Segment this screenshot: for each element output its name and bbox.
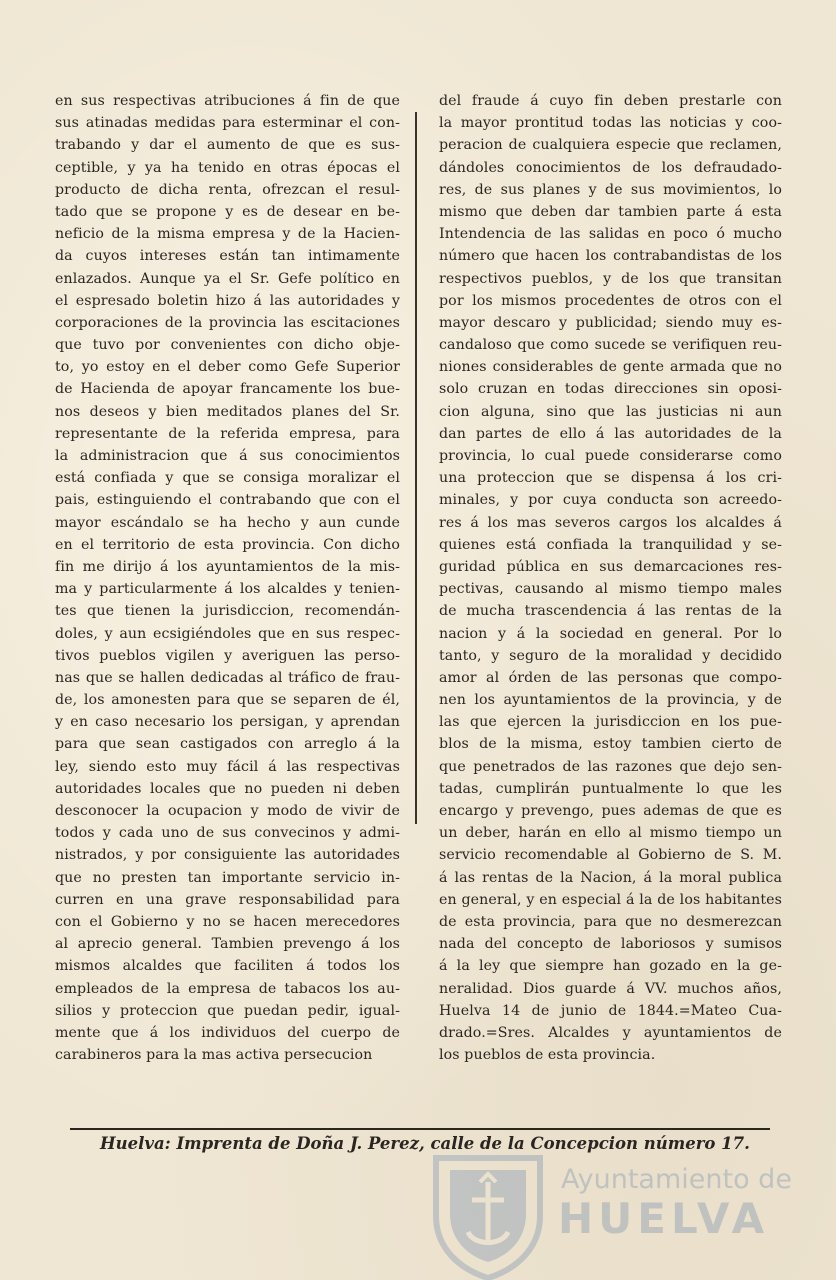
left-column-line: fin me dirijo á los ayuntamientos de la mis- [55,558,400,575]
right-column-line: tadas, cumplirán puntualmente lo que les [439,780,782,797]
right-column-line: peracion de cualquiera especie que reclamen, [439,137,782,154]
right-column-line: dándoles conocimientos de los defraudado- [439,159,782,176]
left-column-line: el espresado boletin hizo á las autoridades y [55,292,400,309]
left-column-line: neficio de la misma empresa y de la Hacien- [55,226,400,243]
left-column-line: trabando y dar el aumento de que es sus- [55,137,400,154]
left-column-line: representante de la referida empresa, para [55,425,400,442]
right-column-line: por los mismos procedentes de otros con el [439,292,782,309]
right-column-line: las que ejercen la jurisdiccion en los pue- [439,714,782,731]
left-column-line: para que sean castigados con arreglo á la [55,736,400,753]
right-column-line: tanto, y seguro de la moralidad y decidido [439,647,782,664]
watermark-line-1: Ayuntamiento de [561,1164,792,1195]
left-column-line: todos y cada uno de sus convecinos y admi- [55,825,400,842]
left-column-line: sus atinadas medidas para esterminar el con- [55,115,400,132]
right-column-line: amor al órden de las personas que compo- [439,669,782,686]
left-column-line: da cuyos intereses están tan intimamente [55,248,400,265]
left-column-line: al aprecio general. Tambien prevengo á los [55,936,400,953]
left-column-line: que no presten tan importante servicio in- [55,869,400,886]
right-column-line: á las rentas de la Nacion, á la moral publica [439,869,782,886]
left-column-line: to, yo estoy en el deber como Gefe Superior [55,359,400,376]
left-column-line: que tuvo por convenientes con dicho obje- [55,337,400,354]
right-column-line: Huelva 14 de junio de 1844.=Mateo Cua- [439,1002,782,1019]
left-column-line: mente que á los individuos del cuerpo de [55,1024,400,1041]
left-column-line: en el territorio de esta provincia. Con dicho [55,536,400,553]
left-column-line: empleados de la empresa de tabacos los au- [55,980,400,997]
right-column-line: drado.=Sres. Alcaldes y ayuntamientos de [439,1024,782,1041]
left-column-line: curren en una grave responsabilidad para [55,891,400,908]
left-column-line: corporaciones de la provincia las escitaciones [55,314,400,331]
left-text-column [55,90,400,1066]
right-column-line: los pueblos de esta provincia. [439,1047,656,1064]
left-column-line: de Hacienda de apoyar francamente los bue- [55,381,400,398]
left-column-line: producto de dicha renta, ofrezcan el resul- [55,181,400,198]
right-column-line: candaloso que como sucede se verifiquen reu- [439,337,782,354]
left-column-line: nos deseos y bien meditados planes del Sr. [55,403,400,420]
left-column-line: nistrados, y por consiguiente las autoridades [55,847,400,864]
right-column-line: que penetrados de las razones que dejo sen- [439,758,782,775]
watermark-line-2: HUELVA [558,1194,770,1243]
left-column-line: con el Gobierno y no se hacen merecedores [55,913,400,930]
right-column-line: en general, y en especial á la de los habitantes [439,891,782,908]
right-column-line: mayor descaro y publicidad; siendo muy es- [439,314,782,331]
right-column-line: nacion y á la sociedad en general. Por lo [439,625,782,642]
left-column-line: en sus respectivas atribuciones á fin de que [55,93,400,109]
right-column-line: minales, y por cuya conducta son acreedo- [439,492,782,509]
left-column-line: tes que tienen la jurisdiccion, recomendán- [55,603,400,620]
right-column-line: encargo y prevengo, pues ademas de que es [439,803,782,819]
left-column-line: está confiada y que se consiga moralizar el [55,470,400,487]
right-column-line: blos de la misma, estoy tambien cierto de [439,736,782,753]
left-column-line: tivos pueblos vigilen y averiguen las perso- [55,647,400,664]
left-column-line: la administracion que á sus conocimientos [55,448,400,464]
watermark [428,1094,792,1280]
left-column-line: ceptible, y ya ha tenido en otras épocas el [55,159,400,176]
right-column-line: res á los mas severos cargos los alcaldes á [439,514,782,531]
left-column-line: enlazados. Aunque ya el Sr. Gefe político en [55,270,400,287]
left-column-line: carabineros para la mas activa persecucion [55,1047,373,1064]
left-column-line: y en caso necesario los persigan, y aprendan [55,714,400,731]
right-column-line: provincia, lo cual puede considerarse como [439,448,782,464]
left-column-line: doles, y aun ecsigiéndoles que en sus respec- [55,625,400,642]
left-column-line: tado que se propone y es de desear en be- [55,203,400,220]
right-column-line: número que hacen los contrabandistas de los [439,248,782,265]
left-column-line: mayor escándalo se ha hecho y aun cunde [55,514,400,531]
left-column-line: nas que se hallen dedicadas al tráfico de frau- [55,669,400,686]
right-column-line: niones considerables de gente armada que no [439,359,782,376]
right-column-line: res, de sus planes y de sus movimientos, lo [439,181,782,198]
right-column-line: servicio recomendable al Gobierno de S. M. [439,847,782,864]
left-column-line: autoridades locales que no pueden ni deben [55,780,400,797]
right-column-line: una proteccion que se dispensa á los cri- [439,470,782,487]
right-column-line: guridad pública en sus demarcaciones res- [439,558,782,575]
printer-imprint: Huelva: Imprenta de Doña J. Perez, calle de la Concepcion número 17. [100,1134,750,1153]
right-column-line: á la ley que siempre han gozado en la ge- [439,958,782,975]
left-column-line: mismos alcaldes que faciliten á todos los [55,958,400,975]
left-column-line: pais, estinguiendo el contrabando que con el [55,492,400,509]
right-column-line: cion alguna, sino que las justicias ni aun [439,403,782,420]
city-shield-icon [428,1152,548,1280]
right-column-line: quienes está confiada la tranquilidad y se- [439,536,782,553]
right-column-line: respectivos pueblos, y de los que transitan [439,270,782,287]
left-column-line: de, los amonesten para que se separen de él, [55,692,400,709]
right-column-line: mismo que deben dar tambien parte á esta [439,203,782,220]
right-column-line: pectivas, causando al mismo tiempo males [439,581,782,598]
right-column-line: la mayor prontitud todas las noticias y coo- [439,115,782,132]
left-column-line: ley, siendo esto muy fácil á las respectivas [55,758,400,775]
right-column-line: de mucha trascendencia á las rentas de la [439,603,782,620]
right-column-line: de esta provincia, para que no desmerezcan [439,913,782,930]
column-divider [415,112,417,824]
right-text-column [439,90,782,1066]
right-column-line: solo cruzan en todas direcciones sin oposi- [439,381,782,398]
right-column-line: neralidad. Dios guarde á VV. muchos años, [439,980,782,997]
right-column-line: un deber, harán en ello al mismo tiempo un [439,825,782,842]
left-column-line: ma y particularmente á los alcaldes y tenien- [55,581,400,598]
right-column-line: nada del concepto de laboriosos y sumisos [439,936,782,953]
right-column-line: dan partes de ello á las autoridades de la [439,425,782,442]
right-column-line: Intendencia de las salidas en poco ó mucho [439,226,782,243]
right-column-line: del fraude á cuyo fin deben prestarle con [439,93,782,109]
right-column-line: nen los ayuntamientos de la provincia, y de [439,692,782,709]
left-column-line: desconocer la ocupacion y modo de vivir de [55,803,400,819]
left-column-line: silios y proteccion que puedan pedir, igual- [55,1002,400,1019]
